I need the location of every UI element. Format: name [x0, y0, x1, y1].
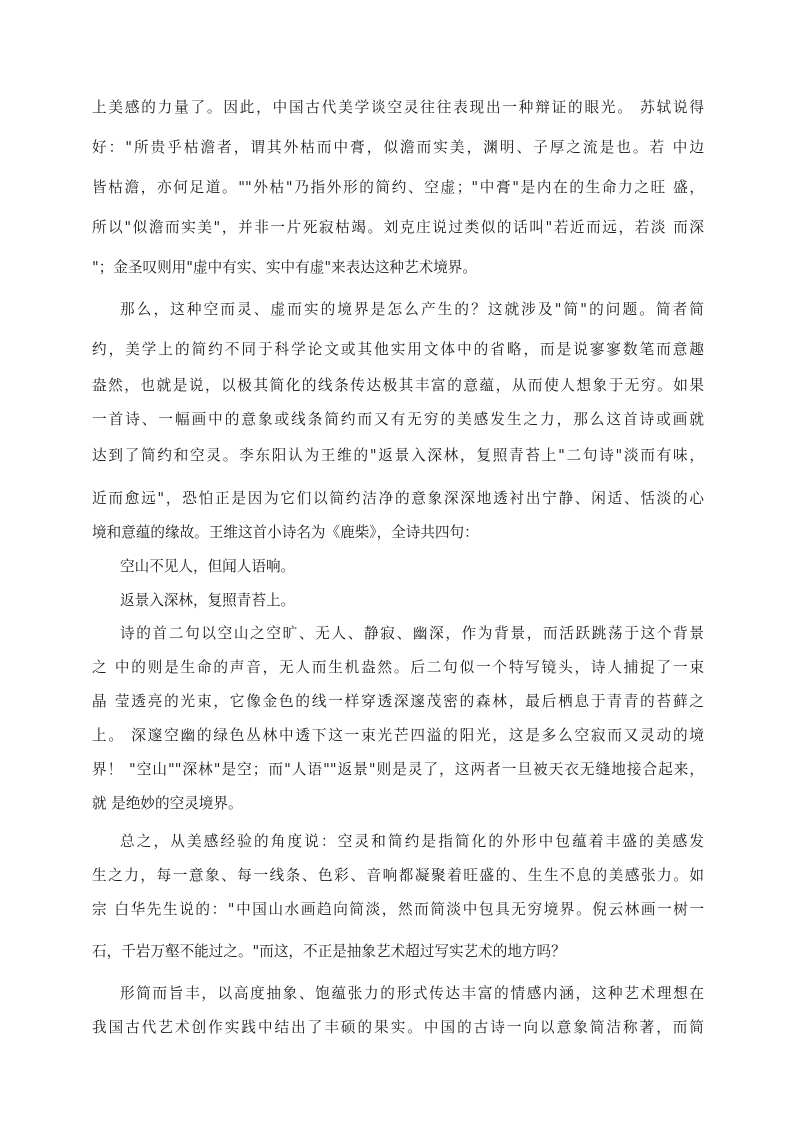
body-text-line: 就 是绝妙的空灵境界。 [92, 795, 243, 812]
body-text-line: 生之力，每一意象、每一线条、色彩、音响都凝聚着旺盛的、生生不息的美感张力。如 [92, 867, 704, 884]
body-text-line: 近而愈远"，恐怕正是因为它们以简约洁净的意象深深地透衬出宁静、闲适、恬淡的心 [92, 490, 704, 507]
body-text-line: 境和意蕴的缘故。王维这首小诗名为《鹿柴》，全诗共四句： [92, 524, 479, 541]
body-text-line: 诗的首二句以空山之空旷、无人、静寂、幽深，作为背景，而活跃跳荡于这个背景 [120, 625, 704, 642]
body-text-line: 约，美学上的简约不同于科学论文或其他实用文体中的省略，而是说寥寥数笔而意趣 [92, 341, 704, 358]
poem-line: 返景入深林，复照青苔上。 [120, 592, 296, 609]
body-text-line: 那么，这种空而灵、虚而实的境界是怎么产生的？这就涉及"简"的问题。简者简 [120, 301, 704, 318]
body-text-line: 上。 深邃空幽的绿色丛林中透下这一束光芒四溢的阳光，这是多么空寂而又灵动的境 [92, 727, 704, 744]
body-text-line: 宗 白华先生说的："中国山水画趋向简淡，然而简淡中包具无穷境界。倪云林画一树一 [92, 901, 704, 918]
body-text-line: 一首诗、一幅画中的意象或线条简约而又有无穷的美感发生之力，那么这首诗或画就 [92, 411, 704, 428]
body-text-line: 晶 莹透亮的光束，它像金色的线一样穿透深邃茂密的森林，最后栖息于青青的苔藓之 [92, 693, 704, 710]
body-text-line: 达到了简约和空灵。李东阳认为王维的"返景入深林，复照青苔上"二句诗"淡而有味， [92, 447, 704, 464]
body-text-line: 上美感的力量了。因此，中国古代美学谈空灵往往表现出一种辩证的眼光。 苏轼说得 [92, 99, 704, 116]
body-text-line: 好："所贵乎枯澹者，谓其外枯而中膏，似澹而实美，渊明、子厚之流是也。若 中边 [92, 139, 704, 156]
body-text-line: 界！ "空山""深林"是空；而"人语""返景"则是灵了，这两者一旦被天衣无缝地接合起来， [92, 761, 704, 778]
body-text-line: 总之，从美感经验的角度说：空灵和简约是指简化的外形中包蕴着丰盛的美感发 [120, 833, 704, 850]
body-text-line: 皆枯澹，亦何足道。""外枯"乃指外形的简约、空虚；"中膏"是内在的生命力之旺 盛， [92, 179, 704, 196]
body-text-line: "；金圣叹则用"虚中有实、实中有虚"来表达这种艺术境界。 [92, 259, 477, 276]
body-text-line: 我国古代艺术创作实践中结出了丰硕的果实。中国的古诗一向以意象简洁称著，而简 [92, 1019, 704, 1036]
body-text-line: 之 中的则是生命的声音，无人而生机盎然。后二句似一个特写镜头，诗人捕捉了一束 [92, 659, 704, 676]
body-text-line: 石，千岩万壑不能过之。"而这，不正是抽象艺术超过写实艺术的地方吗？ [92, 943, 566, 960]
body-text-line: 盎然，也就是说，以极其简化的线条传达极其丰富的意蕴，从而使人想象于无穷。如果 [92, 377, 704, 394]
body-text-line: 所以"似澹而实美"，并非一片死寂枯竭。刘克庄说过类似的话叫"若近而远，若淡 而深 [92, 219, 704, 236]
body-text-line: 形简而旨丰，以高度抽象、饱蕴张力的形式传达丰富的情感内涵，这种艺术理想在 [120, 985, 704, 1002]
poem-line: 空山不见人，但闻人语响。 [120, 558, 296, 575]
